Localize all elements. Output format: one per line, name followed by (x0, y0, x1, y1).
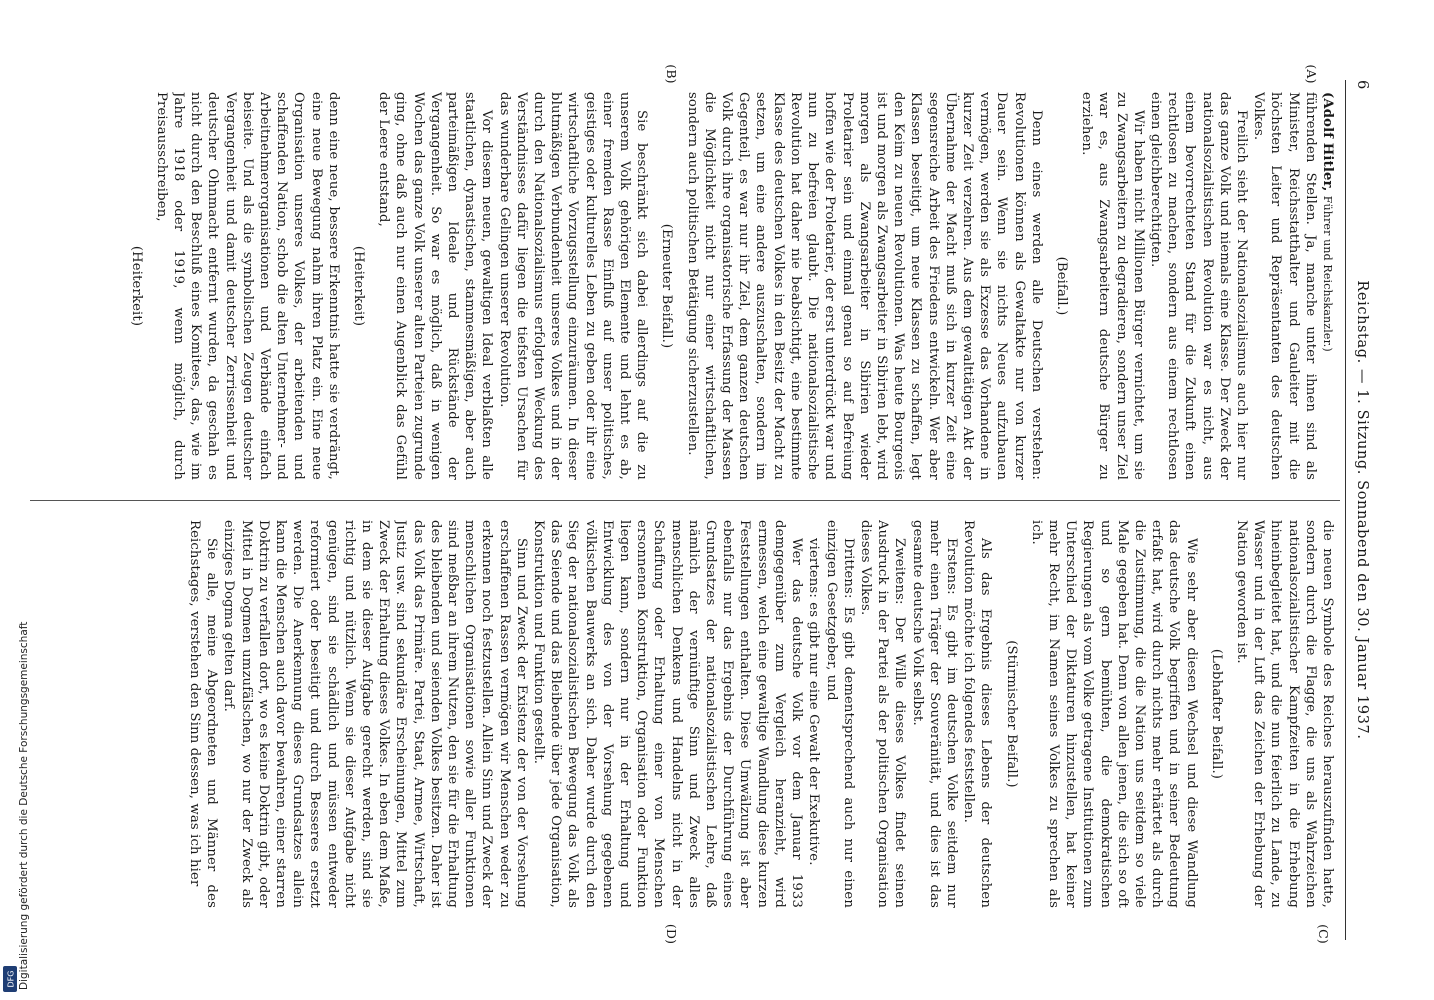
paragraph: Sie alle, meine Abgeordneten und Männer des Reichstages, verstehen den Sinn dessen, was ich hier (187, 520, 220, 908)
speaker-role: Führer und Reichskanzler.) (1321, 195, 1334, 352)
applause-note: (Stürmischer Beifall.) (1003, 640, 1019, 788)
paragraph: die neuen Symbole des Reiches herauszufinden hatte, sondern durch die Flagge, die uns als Wahrzeichen nationalsozialistischer Kampfzeiten in die Erhebung hineinbegleitet hat, und die nun feierlich zu Lande, zu Wasser und in der Luft das Zeichen der Erhebung der Nation geworden ist. (1233, 520, 1335, 908)
paragraph: Zweitens: Der Wille dieses Volkes findet seinen Ausdruck in der Partei als der politischen Organisation dieses Volkes. (857, 520, 908, 908)
applause-note: (Heiterkeit) (128, 245, 144, 327)
paragraph: Drittens: Es gibt dementsprechend auch nur einen einzigen Gesetzgeber, und (823, 520, 856, 908)
paragraph: Wie sehr aber diesen Wechsel und diese Wandlung das deutsche Volk begriffen und in seiner Bedeutung erfaßt hat, wird durch nichts mehr erhärtet als durch die Zustimmung, die die Nation uns seitdem so viele Male gegeben hat. Denn von allen jenen, die sich so oft und so gern bemühten, die demokratischen Regierungen als vom Volke getragene Institutionen zum Unterschied der Diktaturen hinzustellen, hat keiner mehr Recht, im Namen seines Volkes zu sprechen als ich. (1028, 520, 1199, 908)
header-rule (1345, 80, 1346, 940)
applause-note: (Erneuter Beifall.) (659, 223, 675, 349)
column-divider (30, 500, 1340, 501)
dfg-logo (3, 966, 17, 992)
margin-mark-c: (C) (1316, 924, 1331, 944)
page-header (1346, 80, 1370, 940)
margin-mark-d: (D) (664, 923, 679, 945)
paragraph: Sinn und Zweck der Existenz der von der Vorsehung erschaffenen Rassen vermögen wir Menschen weder zu erkennen noch festzustellen. Allein Sinn und Zweck der menschlichen Organisationen sowie aller Funktionen sind meßbar an ihrem Nutzen, den sie für die Erhaltung des bleibenden und seienden Volkes besitzen. Daher ist das Volk das Primäre. Partei, Staat, Armee, Wirtschaft, Justiz usw. sind sekundäre Erscheinungen, Mittel zum Zweck der Erhaltung dieses Volkes. In eben dem Maße, in dem sie dieser Aufgabe gerecht werden, sind sie richtig und nützlich. Wenn sie dieser Aufgabe nicht genügen, sind sie schädlich und müssen entweder reformiert oder beseitigt und durch Besseres ersetzt werden. Die Anerkennung dieses Grundsatzes allein kann die Menschen auch davor bewahren, einer starren Doktrin zu verfallen dort, wo es keine Doktrin gibt, oder Mittel in Dogmen umzufälschen, wo nur der Zweck als einziges Dogma gelten darf. (221, 520, 529, 908)
left-column (20, 92, 1336, 480)
running-title: Reichstag. — 1. Sitzung. Sonnabend den 30. Januar 1937. (1354, 280, 1370, 740)
dfg-logo-text: DFG (6, 970, 16, 988)
paragraph: Freilich sieht der Nationalsozialismus auch hier nur das ganze Volk und niemals eine Klasse. Der Zweck der nationalsozialistischen Revolution war es nicht, aus einem bevorrechteten Stand für die Zukunft einen rechtlosen zu machen, sondern aus einem rechtlosen einen gleichberechtigten. (1147, 92, 1249, 480)
page-number: 6 (1354, 80, 1370, 90)
paragraph: Sie beschränkt sich dabei allerdings auf die zu unserem Volk gehörigen Elemente und lehnt es ab, einer fremden Rasse Einfluß auf unser politisches, geistiges oder kulturelles Leben zu geben oder ihr eine wirtschaftliche Vorzugsstellung einzuräumen. In dieser blutmäßigen Verbundenheit unseres Volkes und in der durch den Nationalsozialismus erfolgten Weckung des Verständnisses dafür liegen die tiefsten Ursachen für das wunderbare Gelingen unserer Revolution. (496, 92, 650, 480)
document-page (0, 60, 1380, 960)
paragraph: denn eine neue, bessere Erkenntnis hatte sie verdrängt, eine neue Bewegung nahm ihren Platz ein. Eine neue Organisation unseres Volkes, der arbeitenden und schaffenden Nation, schob die alten Unternehmer- und Arbeitnehmerorganisationen und Verbände einfach beiseite. Und als die symbolischen Zeugen deutscher Vergangenheit und damit deutscher Zerrissenheit und deutscher Ohnmacht entfernt wurden, da geschah es nicht durch den Beschluß eines Komitees, das, wie im Jahre 1918 oder 1919, wenn möglich, durch Preisausschreiben, (153, 92, 341, 480)
applause-note: (Heiterkeit) (351, 245, 367, 327)
paragraph: Als das Ergebnis dieses Lebens der deutschen Revolution möchte ich folgendes feststellen. (961, 520, 994, 908)
paragraph: viertens: es gibt nur eine Gewalt der Exekutive. (806, 538, 822, 866)
speaker-line (1319, 92, 1336, 480)
paragraph: Erstens: Es gibt im deutschen Volke seitdem nur mehr einen Träger der Souveränität, und dies ist das gesamte deutsche Volk selbst. (909, 520, 959, 908)
speaker-name: (Adolf Hitler, (1320, 92, 1335, 192)
right-column (20, 520, 1336, 908)
margin-mark-a: (A) (1304, 64, 1319, 84)
applause-note: (Lebhafter Beifall.) (1208, 648, 1224, 780)
funding-note (4, 300, 30, 990)
paragraph: führenden Stellen. Ja, manche unter ihnen sind als Minister, Reichsstatthalter und Gauleiter mit die höchsten Leiter und Repräsentanten des deutschen Volkes. (1251, 92, 1318, 480)
paragraph: Wir haben nicht Millionen Bürger vernichtet, um sie zu Zwangsarbeitern zu degradieren, sondern unser Ziel war es, aus Zwangsarbeitern deutsche Bürger zu erziehen. (1079, 92, 1146, 480)
funding-note-text: Digitalisierung gefördert durch die Deutsche Forschungsgemeinschaft (18, 621, 30, 990)
paragraph: Denn eines werden alle Deutschen verstehen: Revolutionen können als Gewaltakte nur von kurzer Dauer sein. Wenn sie nichts Neues aufzubauen vermögen, werden sie als Exzesse das Vorhandene in kurzer Zeit verzehren. Aus dem gewalttätigen Akt der Übernahme der Macht muß sich in kurzer Zeit eine segensreiche Arbeit des Friedens entwickeln. Wer aber Klassen beseitigt, um neue Klassen zu schaffen, legt den Keim zu neuen Revolutionen. Was heute Bourgeois ist und morgen als Zwangsarbeiter in Sibirien lebt, wird morgen als Zwangsarbeiter in Sibirien wieder Proletarier sein und einmal genau so auf Befreiung hoffen wie der Proletarier, der erst unterdrückt war und nun zu befreien glaubt. Die nationalsozialistische Revolution hat daher nie beabsichtigt, eine bestimmte Klasse des deutschen Volkes in den Besitz der Macht zu setzen, um eine andere auszuschalten, sondern im Gegenteil, es war nur ihr Ziel, dem ganzen deutschen Volk durch ihre organisatorische Erfassung der Massen die Möglichkeit nicht nur einer wirtschaftlichen, sondern auch politischen Betätigung sicherzustellen. (684, 92, 1044, 480)
paragraph: Wer das deutsche Volk vor dem Januar 1933 demgegenüber zum Vergleich heranzieht, wird ermessen, welch eine gewaltige Wandlung diese kurzen Feststellungen enthalten. Diese Umwälzung ist aber ebenfalls nur das Ergebnis der Durchführung eines Grundsatzes der nationalsozialistischen Lehre, daß nämlich der vernünftige Sinn und Zweck alles menschlichen Denkens und Handelns nicht in der Schaffung oder Erhaltung einer von Menschen ersonnenen Konstruktion, Organisation oder Funktion liegen kann, sondern nur in der Erhaltung und Entwicklung des von der Vorsehung gegebenen völkischen Bauwerks an sich. Daher wurde durch den Sieg der nationalsozialistischen Bewegung das Volk als das Seiende und das Bleibende über jede Organisation, Konstruktion und Funktion gestellt. (531, 520, 805, 908)
paragraph: Vor diesem neuen, gewaltigen Ideal verblaßten alle staatlichen, dynastischen, stammesmäßigen, aber auch parteimäßigen Ideale und Rückstände der Vergangenheit. So war es möglich, daß in wenigen Wochen das ganze Volk unserer alten Parteien zugrunde ging, ohne daß auch nur einen Augenblick das Gefühl der Leere entstand, (376, 92, 495, 480)
margin-mark-b: (B) (664, 64, 679, 84)
applause-note: (Beifall.) (1053, 256, 1069, 316)
